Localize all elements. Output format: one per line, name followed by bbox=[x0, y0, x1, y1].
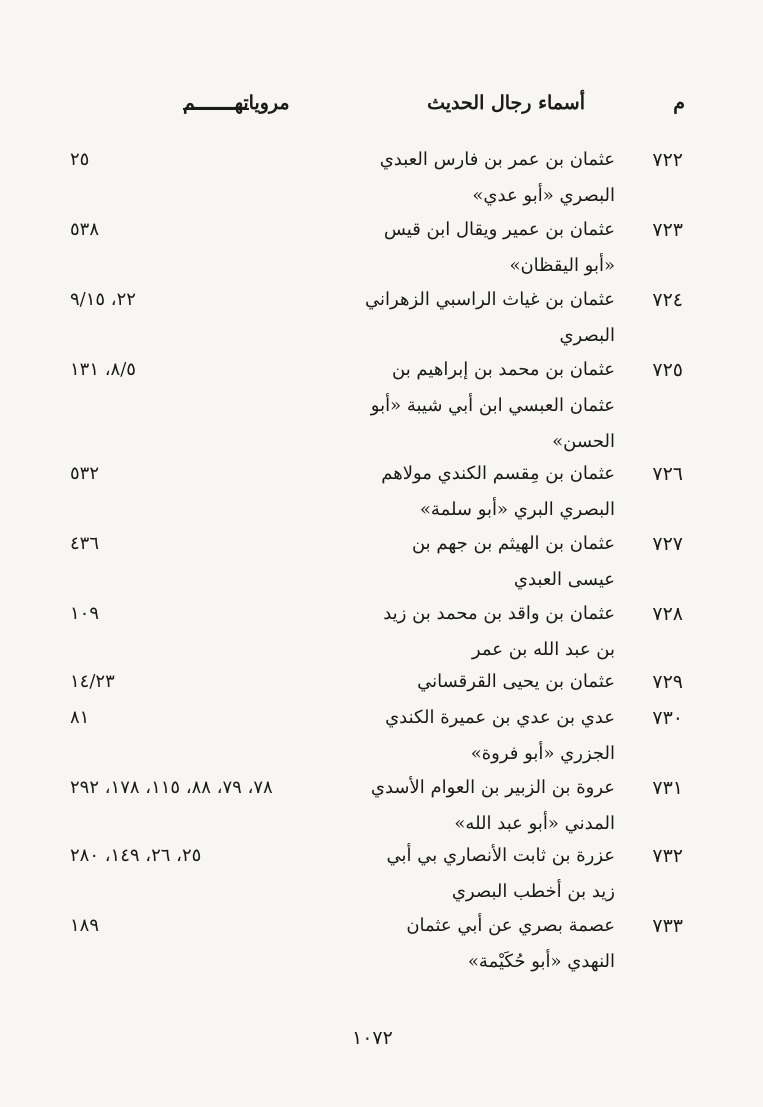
name-line: البصري bbox=[559, 325, 615, 346]
name-line: عثمان بن الهيثم بن جهم بن bbox=[411, 533, 615, 554]
name-line: عثمان بن عمير ويقال ابن قيس bbox=[383, 219, 615, 240]
narration-references: ٥٣٨ bbox=[70, 219, 100, 240]
name-line: الحسن» bbox=[552, 431, 615, 452]
narrator-name bbox=[380, 838, 615, 910]
entry-number: ٧٢٢ bbox=[652, 149, 683, 171]
name-line: عثمان بن واقد بن محمد بن زيد bbox=[383, 603, 615, 624]
name-line: عدي بن عدي بن عميرة الكندي bbox=[385, 707, 615, 728]
name-line: النهدي «أبو حُكَيْمة» bbox=[467, 951, 615, 972]
narrator-name bbox=[370, 770, 615, 842]
entry-number: ٧٢٥ bbox=[652, 359, 683, 381]
entry-number: ٧٣٠ bbox=[652, 707, 683, 729]
entry-number: ٧٣٢ bbox=[652, 845, 683, 867]
narration-references: ١٠٩ bbox=[70, 603, 100, 624]
narration-references: ٨١ bbox=[70, 707, 90, 728]
name-line: عيسى العبدي bbox=[513, 569, 615, 590]
name-line: المدني «أبو عبد الله» bbox=[454, 813, 615, 834]
narration-references: ٢٥ bbox=[70, 149, 90, 170]
name-line: عزرة بن ثابت الأنصاري بي أبي bbox=[386, 845, 615, 866]
narration-references: ١٤/٢٣ bbox=[70, 671, 115, 692]
narration-references: ٢٢، ٩/١٥ bbox=[70, 289, 136, 310]
entry-number: ٧٢٧ bbox=[652, 533, 683, 555]
name-line: بن عبد الله بن عمر bbox=[471, 639, 615, 660]
column-header-number: م bbox=[673, 92, 685, 114]
entry-number: ٧٢٩ bbox=[652, 671, 683, 693]
narrator-name bbox=[380, 596, 615, 668]
name-line: زيد بن أخطب البصري bbox=[451, 881, 615, 902]
narrator-name bbox=[380, 142, 615, 214]
column-header-names: أسماء رجال الحديث bbox=[427, 92, 585, 114]
narrator-name bbox=[365, 282, 615, 354]
name-line: الجزري «أبو فروة» bbox=[470, 743, 615, 764]
narrator-name bbox=[370, 352, 615, 460]
name-line: عثمان بن عمر بن فارس العبدي bbox=[379, 149, 615, 170]
page-number: ١٠٧٢ bbox=[352, 1027, 393, 1049]
narration-references: ٨/٥، ١٣١ bbox=[70, 359, 136, 380]
name-line: عروة بن الزبير بن العوام الأسدي bbox=[370, 777, 615, 798]
entry-number: ٧٢٨ bbox=[652, 603, 683, 625]
name-line: عصمة بصري عن أبي عثمان bbox=[406, 915, 615, 936]
column-header-references: مروياتهـــــــم bbox=[183, 92, 290, 114]
narrator-name bbox=[380, 456, 615, 528]
name-line: البصري البري «أبو سلمة» bbox=[419, 499, 615, 520]
name-line: عثمان بن يحيى القرقساني bbox=[417, 671, 615, 692]
narrator-name bbox=[380, 700, 615, 772]
narration-references: ١٨٩ bbox=[70, 915, 100, 936]
narrator-name bbox=[380, 212, 615, 284]
entry-number: ٧٢٣ bbox=[652, 219, 683, 241]
entry-number: ٧٢٦ bbox=[652, 463, 683, 485]
name-line: عثمان العبسي ابن أبي شيبة «أبو bbox=[370, 395, 615, 416]
narration-references: ٥٣٢ bbox=[70, 463, 100, 484]
entry-number: ٧٣١ bbox=[652, 777, 683, 799]
name-line: البصري «أبو عدي» bbox=[472, 185, 615, 206]
narration-references: ٤٣٦ bbox=[70, 533, 100, 554]
name-line: «أبو اليقظان» bbox=[509, 255, 615, 276]
name-line: عثمان بن محمد بن إبراهيم بن bbox=[392, 359, 615, 380]
narrator-name bbox=[380, 664, 615, 700]
narrator-name bbox=[380, 526, 615, 598]
narrator-name bbox=[380, 908, 615, 980]
entry-number: ٧٣٣ bbox=[652, 915, 683, 937]
name-line: عثمان بن غياث الراسبي الزهراني bbox=[365, 289, 615, 310]
narration-references: ٧٨، ٧٩، ٨٨، ١١٥، ١٧٨، ٢٩٢ bbox=[70, 777, 273, 798]
entry-number: ٧٢٤ bbox=[652, 289, 683, 311]
narration-references: ٢٥، ٢٦، ١٤٩، ٢٨٠ bbox=[70, 845, 202, 866]
name-line: عثمان بن مِقسم الكندي مولاهم bbox=[381, 463, 615, 484]
